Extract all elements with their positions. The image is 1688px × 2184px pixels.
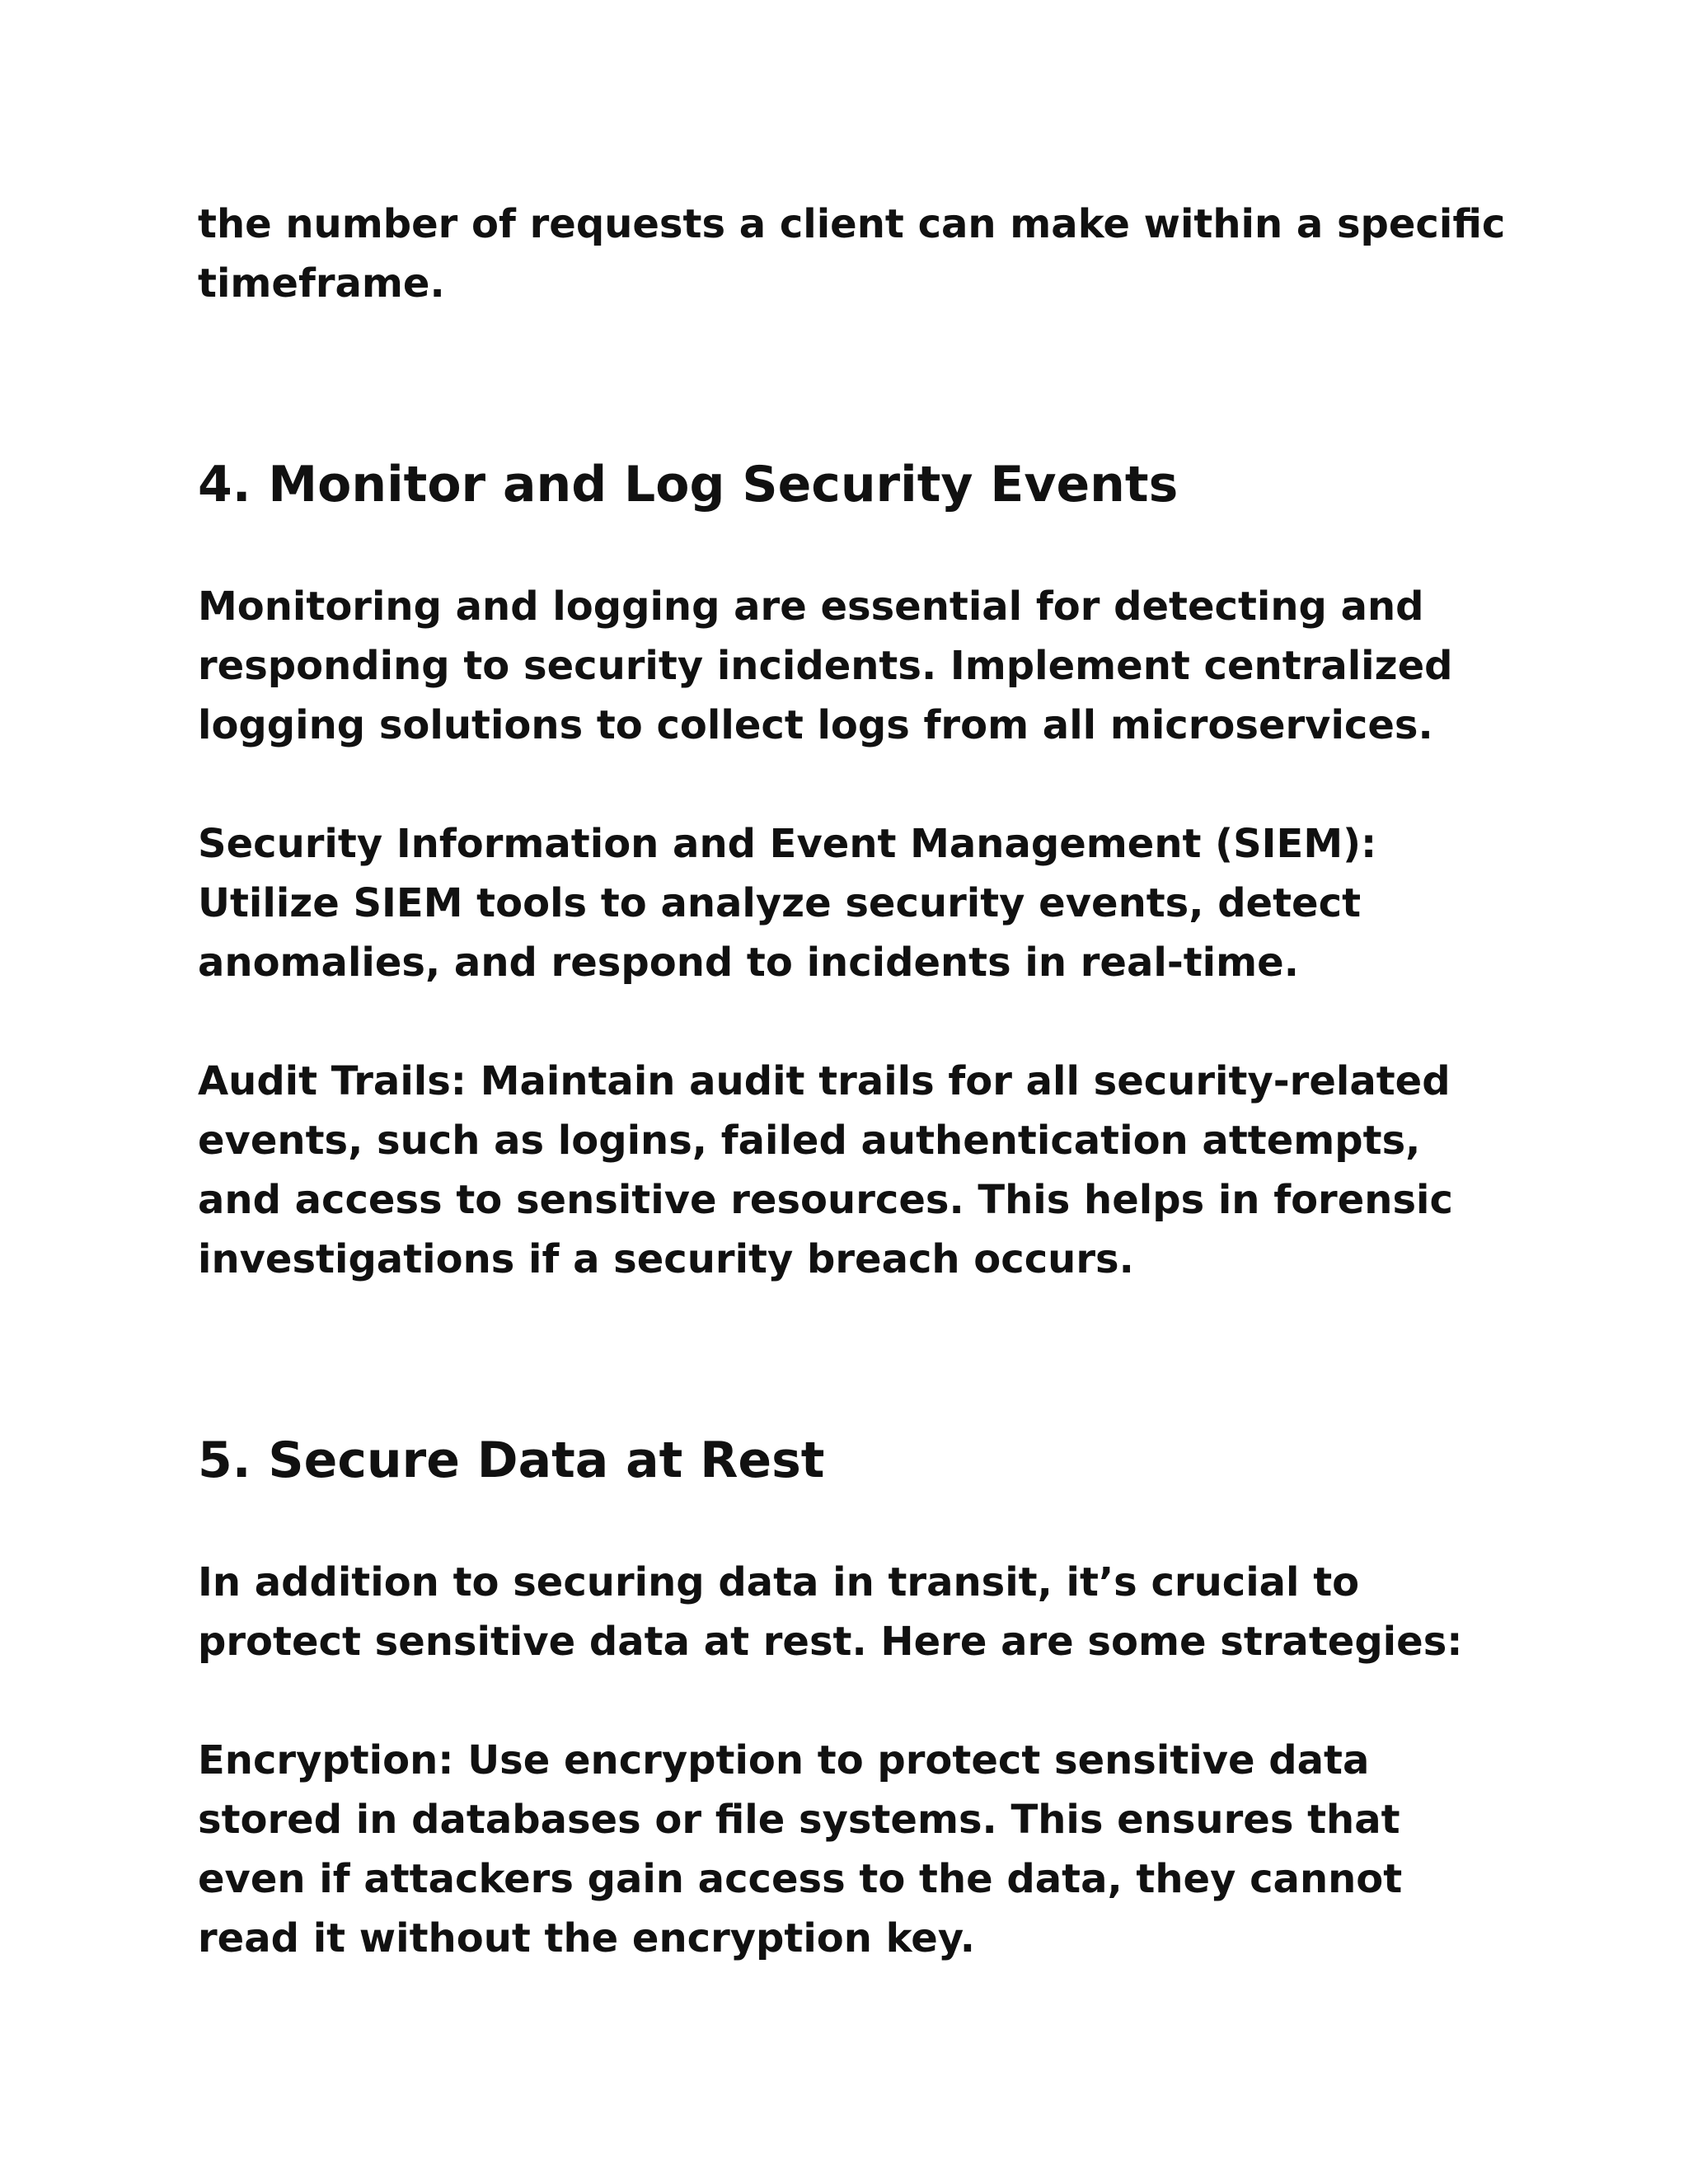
section-5-paragraph-encryption: Encryption: Use encryption to protect sensitive data stored in databases or file systems. This ensures that even if attackers gain access to the data, they cannot read it without the encryption key. xyxy=(198,1737,1403,1961)
section-4-paragraph-audit-trails: Audit Trails: Maintain audit trails for all security-related events, such as logins, failed authentication attempts, and access to sensitive resources. This helps in forensic investigations if a security breach occurs. xyxy=(198,1058,1453,1282)
section-5-paragraph-1: In addition to securing data in transit, it’s crucial to protect sensitive data at rest. Here are some strategies: xyxy=(198,1559,1463,1665)
section-4-paragraph-1: Monitoring and logging are essential for detecting and responding to security incidents. Implement centralized logging solutions to collect logs from all microservices. xyxy=(198,583,1453,748)
section-4-paragraph-siem: Security Information and Event Management (SIEM): Utilize SIEM tools to analyze security events, detect anomalies, and respond to incidents in real-time. xyxy=(198,821,1377,986)
section-5-heading: 5. Secure Data at Rest xyxy=(198,1432,825,1489)
intro-continuation-paragraph: the number of requests a client can make within a specific timeframe. xyxy=(198,201,1506,307)
section-4-heading: 4. Monitor and Log Security Events xyxy=(198,456,1179,513)
document-body xyxy=(198,194,1517,1968)
